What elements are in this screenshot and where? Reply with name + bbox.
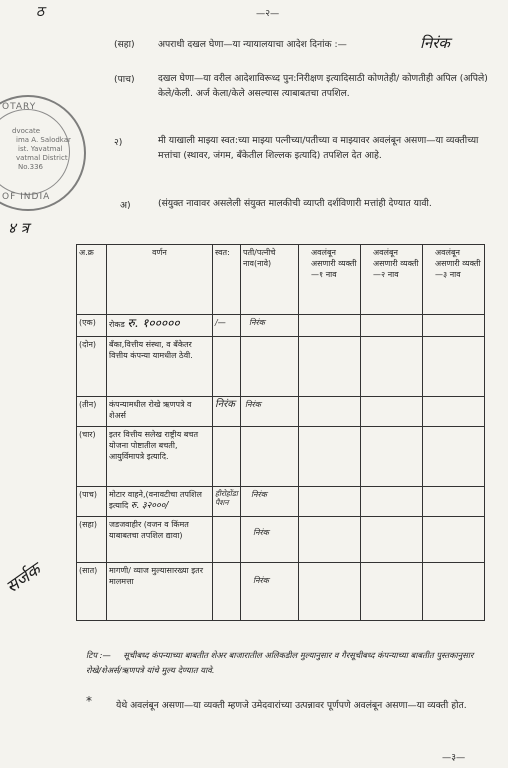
row-description: कंपन्यामधील रोखे ऋणपत्रे व शेअर्स xyxy=(107,397,213,427)
item-marker: २) xyxy=(114,137,123,148)
header-cell: अवलंबून असणारी व्यक्ती—२ नाव xyxy=(361,245,423,315)
row-self: निरंक xyxy=(213,397,241,427)
table-row xyxy=(77,397,485,427)
table-row xyxy=(77,427,485,487)
row-spouse xyxy=(241,427,299,487)
row-self xyxy=(213,337,241,397)
row-description: रोकड रु. १००००० xyxy=(107,315,213,337)
row-number: (सात) xyxy=(77,563,107,621)
item-text: अपराधी दखल घेणा—या न्यायालयाचा आदेश दिनांक :— xyxy=(158,39,347,50)
footnote xyxy=(86,648,484,678)
row-self: हीरोहोंडा पैशन xyxy=(213,487,241,517)
row-description: बँका,वित्तीय संस्था, व बँकेतर वित्तीय कंपन्या यामधील ठेवी. xyxy=(107,337,213,397)
row-self xyxy=(213,563,241,621)
header-cell: पती/पत्नीचे नाव(नावे) xyxy=(241,245,299,315)
row-self xyxy=(213,427,241,487)
row-spouse: निरंक xyxy=(241,517,299,563)
row-spouse xyxy=(241,337,299,397)
star-mark: * xyxy=(86,694,92,708)
page-number-bottom: —३— xyxy=(442,752,466,763)
table-row xyxy=(77,337,485,397)
header-cell: अवलंबून असणारी व्यक्ती—३ नाव xyxy=(423,245,485,315)
footnote-text: सूचीबध्द कंपन्याच्या बाबतीत शेअर बाजारातील अलिकडील मुल्यानुसार व गैरसूचीबध्द कंपन्याच्या बाबतीत पुस्तकानुसार रोखे/शेअर्स/ऋणपत्रे यांचे मुल्य देण्यात यावे. xyxy=(86,650,474,675)
item-text: दखल घेणा—या वरील आदेशाविरूध्द पुन:निरीक्षण इत्यादिसाठी कोणतेही/ कोणतीही अपिल (अपिले) केले/केली. अर्ज केला/केले असल्यास त्याबाबतचा तपशिल. xyxy=(158,73,488,99)
header-cell: वर्णन xyxy=(107,245,213,315)
row-number: (पाच) xyxy=(77,487,107,517)
row-self: /— xyxy=(213,315,241,337)
row-number: (तीन) xyxy=(77,397,107,427)
table-row xyxy=(77,487,485,517)
header-cell: स्वत: xyxy=(213,245,241,315)
margin-signature: सर्जक xyxy=(2,559,45,598)
handwritten-amount: रु. ३२०००/ xyxy=(130,501,169,511)
item-text: मी याखाली माझ्या स्वत:च्या माझ्या पत्नीच्या/पतीच्या व माझ्यावर अवलंबून असणा—या व्यक्तीच्या मत्तांचा (स्थावर, जंगम, बँकेतील शिल्लक इत्यादि) तपशिल देत आहे. xyxy=(158,135,479,161)
handwritten-value: निरंक xyxy=(420,34,450,52)
star-note-text: येथे अवलंबून असणा—या व्यक्ती म्हणजे उमेदवारांच्या उत्पन्नावर पूर्णपणे अवलंबून असणा—या व्यक्ती होत. xyxy=(116,700,467,711)
footnote-label: टिप :— xyxy=(86,650,111,660)
table-row xyxy=(77,563,485,621)
header-cell: अ.क्र xyxy=(77,245,107,315)
page-number-top: —२— xyxy=(256,8,280,19)
margin-mark: ४ त्र xyxy=(8,219,29,237)
row-number: (एक) xyxy=(77,315,107,337)
item-marker: (पाच) xyxy=(114,74,135,85)
row-description: मोटार वाहने,(वनावटीचा तपशिल इत्यादि रु. ३२०००/ xyxy=(107,487,213,517)
header-cell: अवलंबून असणारी व्यक्ती—१ नाव xyxy=(299,245,361,315)
item-marker: (सहा) xyxy=(114,39,135,50)
item-marker: अ) xyxy=(120,200,131,211)
margin-mark: ठ xyxy=(36,4,45,20)
row-number: (दोन) xyxy=(77,337,107,397)
assets-table xyxy=(76,244,485,621)
item-text: (संयुक्त नावावर असलेली संयुक्त मालकीची व्याप्ती दर्शविणारी मत्तांही देण्यात यावी. xyxy=(158,198,432,209)
row-number: (सहा) xyxy=(77,517,107,563)
table-row xyxy=(77,517,485,563)
row-spouse: निरंक xyxy=(241,397,299,427)
table-row xyxy=(77,315,485,337)
handwritten-amount: रु. १००००० xyxy=(127,316,180,330)
table-header-row xyxy=(77,245,485,315)
row-self xyxy=(213,517,241,563)
row-number: (चार) xyxy=(77,427,107,487)
row-spouse: निरंक xyxy=(241,487,299,517)
row-description: जडजवाहीर (वजन व किंमत याबाबतचा तपशिल द्यावा) xyxy=(107,517,213,563)
row-spouse: निरंक xyxy=(241,563,299,621)
row-spouse: निरंक xyxy=(241,315,299,337)
row-description: मागणी/ व्याज मुल्यासारख्या इतर मालमत्ता xyxy=(107,563,213,621)
notary-stamp: OTARY dvocate ima A. Salodkar ist. Yavatmal vatmal District No.336 OF INDIA xyxy=(0,95,86,211)
row-description: इतर वित्तीय सलेख राष्ट्रीय बचत योजना पोष्टातील बचती, आयुर्विमापत्रे इत्यादि. xyxy=(107,427,213,487)
